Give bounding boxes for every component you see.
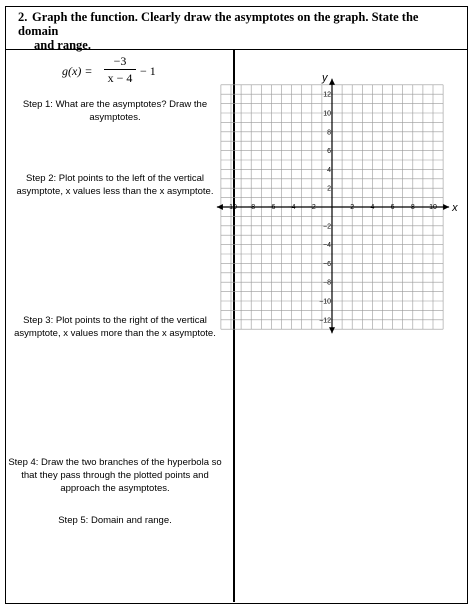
function-lhs: g(x) = xyxy=(62,64,93,78)
y-tick-label: −4 xyxy=(323,242,331,250)
problem-title-line2: and range. xyxy=(34,38,91,52)
y-axis-label: y xyxy=(322,71,328,84)
step-5-text: Step 5: Domain and range. xyxy=(58,515,172,526)
step-4-text: Step 4: Draw the two branches of the hyperbola so that they pass through the plotted points and approach the asymptotes. xyxy=(8,457,222,494)
x-tick-label: 2 xyxy=(350,204,355,211)
fraction-bar xyxy=(104,69,136,70)
x-tick-label: 4 xyxy=(370,204,375,211)
function-denominator: x − 4 xyxy=(107,71,133,85)
y-tick-label: −2 xyxy=(323,223,331,231)
function-tail: − 1 xyxy=(140,64,156,78)
problem-number: 2. xyxy=(18,10,28,24)
x-tick-label: −4 xyxy=(287,204,296,211)
x-tick-label: −10 xyxy=(225,204,237,211)
y-tick-label: 2 xyxy=(327,185,331,193)
step-3-text: Step 3: Plot points to the right of the vertical asymptote, x values more than the x asymptote. xyxy=(14,315,216,339)
y-axis-arrow-down xyxy=(329,327,335,333)
y-tick-label: 12 xyxy=(323,91,331,99)
y-tick-label: 8 xyxy=(327,129,331,137)
x-tick-label: 10 xyxy=(429,204,437,211)
y-tick-label: 4 xyxy=(327,166,331,174)
x-axis-arrow-right xyxy=(443,204,449,210)
problem-title-line1: Graph the function. Clearly draw the asymptotes on the graph. State the domain xyxy=(18,10,419,38)
x-tick-label: −6 xyxy=(267,204,276,211)
problem-header xyxy=(6,7,467,50)
x-tick-label: 6 xyxy=(390,204,395,211)
x-axis-label: x xyxy=(452,202,458,214)
step-2-text: Step 2: Plot points to the left of the vertical asymptote, x values less than the x asymptote. xyxy=(16,173,214,197)
function-numerator: −3 xyxy=(113,54,127,68)
x-tick-label: −8 xyxy=(247,204,256,211)
function-fraction xyxy=(104,54,136,85)
y-tick-label: −6 xyxy=(323,260,331,268)
x-tick-label: −2 xyxy=(307,204,316,211)
y-tick-label: −8 xyxy=(323,279,331,287)
coordinate-grid xyxy=(225,71,458,367)
x-tick-label: 8 xyxy=(410,204,415,211)
coordinate-grid-svg xyxy=(225,71,458,362)
y-tick-label: 6 xyxy=(327,148,331,156)
problem-title xyxy=(18,10,458,52)
y-tick-label: 10 xyxy=(323,110,331,118)
y-tick-label: −10 xyxy=(319,298,331,306)
y-tick-label: −12 xyxy=(319,317,331,325)
step-1-text: Step 1: What are the asymptotes? Draw the asymptotes. xyxy=(22,99,208,123)
